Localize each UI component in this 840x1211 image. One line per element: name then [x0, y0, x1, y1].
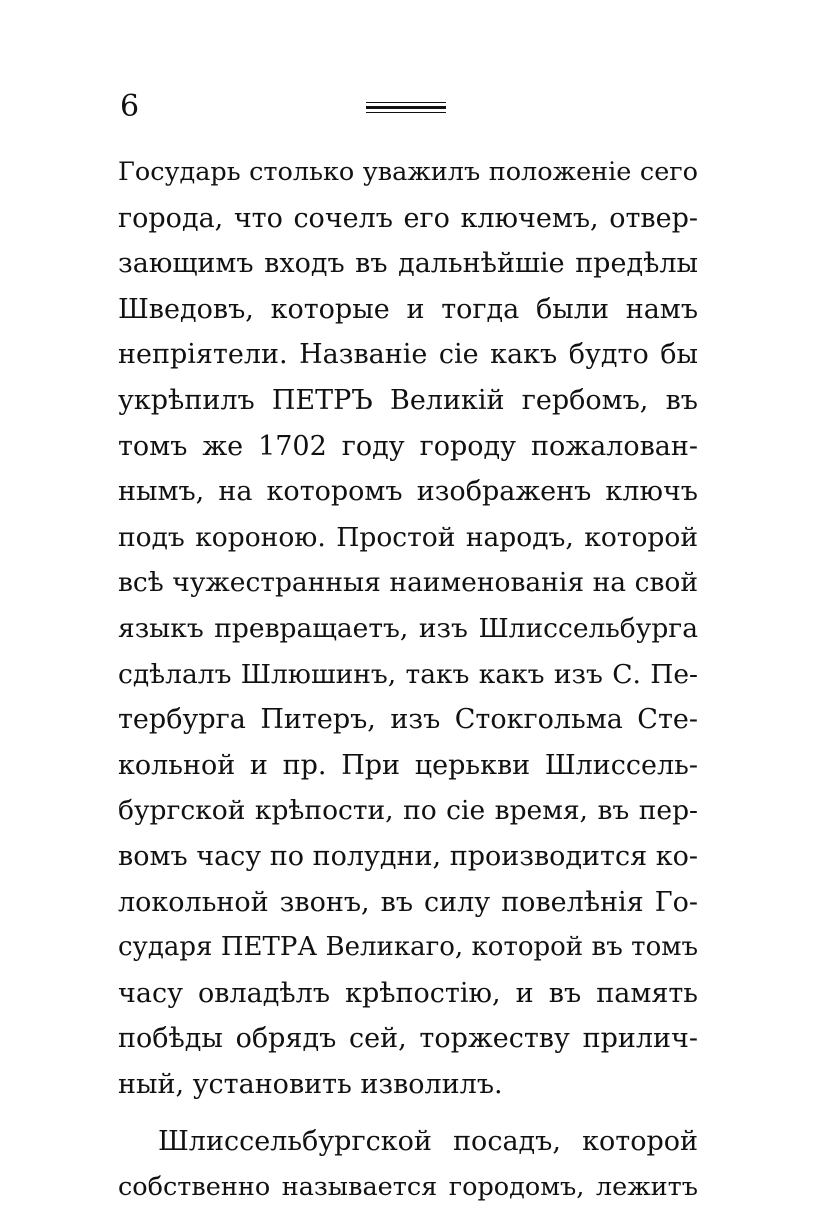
text-line: сударя ПЕТРА Великаго, которой въ томъ [118, 932, 698, 963]
text-line: собственно называется городомъ, лежитъ [118, 1172, 698, 1203]
paragraph-1 [118, 150, 698, 1107]
text-line: непріятели. Названіе сіе какъ будто бы [118, 339, 698, 371]
text-line: укрѣпилъ ПЕТРЪ Великій гербомъ, въ [118, 384, 698, 416]
text-line: всѣ чужестранныя наименованія на свой [118, 567, 698, 599]
text-line: Шведовъ, которые и тогда были намъ [118, 293, 698, 325]
header-rule-line-bottom [366, 112, 446, 113]
text-line: часу овладѣлъ крѣпостію, и въ память [118, 977, 698, 1009]
text-line: вомъ часу по полудни, производится ко- [118, 840, 698, 872]
paragraph-spacer [118, 1107, 698, 1119]
paragraph-2 [118, 1119, 698, 1210]
text-line: нымъ, на которомъ изображенъ ключъ [118, 476, 698, 508]
text-line: кольной и пр. При церькви Шлиссель- [118, 749, 698, 781]
text-line: зающимъ входъ въ дальнѣйшіе предѣлы [118, 248, 698, 280]
header-ornament-rule [366, 102, 446, 120]
text-line: сдѣлалъ Шлюшинъ, такъ какъ изъ С. Пе- [118, 658, 698, 690]
text-line: томъ же 1702 году городу пожалован- [118, 430, 698, 462]
text-line: подъ короною. Простой народъ, которой [118, 521, 698, 553]
text-line: ный, установить изволилъ. [118, 1068, 503, 1100]
header-rule-line-top [366, 102, 446, 103]
page-number: 6 [120, 89, 140, 124]
text-line: языкъ превращаетъ, изъ Шлиссельбурга [118, 612, 698, 644]
text-line: города, что сочелъ его ключемъ, отвер- [118, 202, 698, 234]
header-rule-line-middle [366, 106, 446, 109]
text-line: побѣды обрядъ сей, торжеству прилич- [118, 1023, 698, 1055]
text-line: бургской крѣпости, по сіе время, въ пер- [118, 795, 698, 827]
text-line: локольной звонъ, въ силу повелѣнія Го- [118, 886, 698, 918]
body-text [118, 150, 698, 1211]
text-line: тербурга Питеръ, изъ Стокгольма Сте- [118, 704, 698, 736]
text-line: Шлиссельбургской посадъ, которой [158, 1126, 698, 1158]
text-line: Государь столько уважилъ положеніе сего [118, 157, 698, 187]
